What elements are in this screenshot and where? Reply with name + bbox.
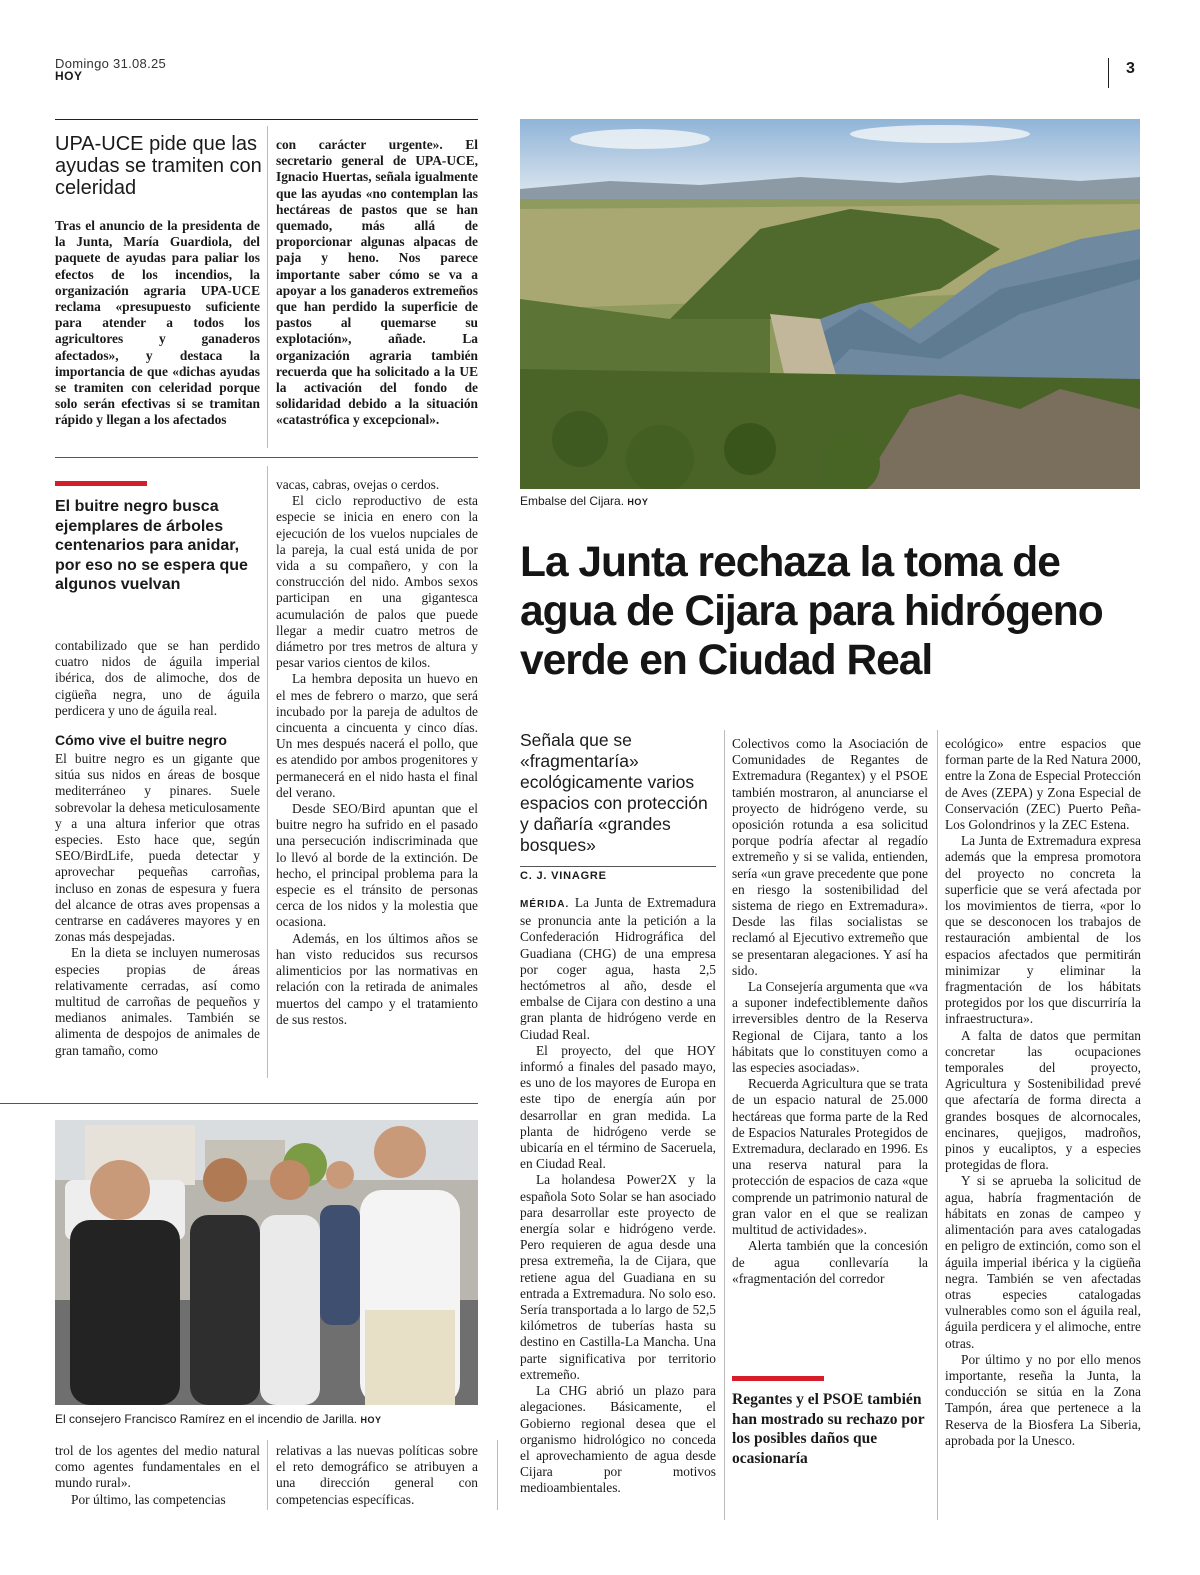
reservoir-landscape-image bbox=[520, 119, 1140, 489]
article-paragraph: ecológico» entre espacios que forman parte de la Red Natura 2000, entre la Zona de Especial Protección de Aves (ZEPA) y Zona Especial de Conservación (ZEC) Puerto Peña-Los Golondrinos y la ZEC Estena. bbox=[945, 736, 1141, 833]
buitre-paragraph: contabilizado que se han perdido cuatro nidos de águila imperial ibérica, dos de alimoche, dos de cigüeña negra, uno de águila perdicera y uno de águila real. bbox=[55, 638, 260, 718]
buitre-paragraph: Desde SEO/Bird apuntan que el buitre negro ha sufrido en el pasado una persecución indiscriminada que lo llevó al borde de la extinción. De hecho, el principal problema para la especie es el tránsito de personas cerca de los nidos y la molestia que ocasiona. bbox=[276, 801, 478, 930]
column-divider bbox=[267, 126, 268, 448]
article-lead-text: La Junta de Extremadura se pronuncia ante la petición a la Confederación Hidrográfica del Guadiana (CHG) de una empresa por coger agua, hasta 2,5 hectómetros al año, desde el embalse de Cijara con destino a una gran planta de hidrógeno verde en Ciudad Real. bbox=[520, 895, 716, 1042]
article-paragraph: La Junta de Extremadura expresa además que la empresa promotora del proyecto no concreta la superficie que se verá afectada por los movimientos de tierra, «por lo que se desconocen los trabajos de restauración ambiental de los espacios afectados que permitirán minimizar y eliminar la fragmentación de los hábitats protegidos por los que discurriría la infraestructura». bbox=[945, 833, 1141, 1027]
buitre-paragraph: En la dieta se incluyen numerosas especies propias de áreas relativamente cerradas, así como multitud de carroñas de pequeños y medianos animales. También se alimenta de despojos de animales de gran tamaño, como bbox=[55, 945, 260, 1058]
upa-column-1 bbox=[55, 218, 260, 429]
upa-paragraph: Tras el anuncio de la presidenta de la Junta, María Guardiola, del paquete de ayudas para paliar los efectos de los incendios, la organización agraria UPA-UCE reclama «presupuesto suficiente para atender a todos los agricultores y ganaderos afectados», y destaca la importancia de que «dichas ayudas se tramiten con celeridad porque solo serán efectivas si se tramitan rápido y llegan a los afectados bbox=[55, 218, 260, 428]
people-group-image bbox=[55, 1120, 478, 1405]
section-rule bbox=[55, 457, 478, 458]
article-deck: Señala que se «fragmentaría» ecológicamente varios espacios con protección y dañaría «grandes bosques» bbox=[520, 730, 708, 855]
buitre-paragraph: El ciclo reproductivo de esta especie se inicia en enero con la ejecución de los vuelos nupciales de la pareja, la cual está unida de por vida a su compañero, y con la construcción del nido. Ambos sexos participan en una gigantesca acumulación de palos que puede llegar a medir cuatro metros de diámetro por tres metros de altura y pesar varios cientos de kilos. bbox=[276, 493, 478, 671]
article-paragraph: Alerta también que la concesión de agua conllevaría la «fragmentación del corredor bbox=[732, 1238, 928, 1286]
column-divider bbox=[497, 1440, 498, 1510]
article-pull-quote: Regantes y el PSOE también han mostrado su rechazo por los posibles daños que ocasionaría bbox=[732, 1391, 925, 1467]
buitre-column-1-intro bbox=[55, 638, 260, 719]
article-column-3 bbox=[945, 736, 1141, 1449]
buitre-paragraph: El buitre negro es un gigante que sitúa sus nidos en áreas de bosque mediterráneo y pinares. Suele sobrevolar la dehesa meticulosamente y a una altura inferior que otras especies. Esto hace que, según SEO/BirdLife, pueda detectar y aprovechar pequeñas carroñas, incluso en zonas de espesura y fuera del alcance de otras aves propensas a centrarse en cadáveres mayores y en zonas más despejadas. bbox=[55, 751, 260, 945]
column-divider bbox=[267, 466, 268, 1078]
dateline: MÉRIDA. bbox=[520, 899, 570, 910]
article-paragraph bbox=[520, 895, 716, 1043]
page-number: 3 bbox=[1126, 60, 1135, 77]
article-paragraph: Recuerda Agricultura que se trata de un espacio natural de 25.000 hectáreas que forma parte de la Red de Espacios Naturales Protegidos de Extremadura, declarado en 1996. Es una reserva natural para la protección de espacios de caza «que comprende un patrimonio natural de gran valor en el que se realizan multitud de actividades». bbox=[732, 1076, 928, 1238]
buitre-subhead: Cómo vive el buitre negro bbox=[55, 732, 227, 748]
header-divider bbox=[1108, 58, 1109, 88]
top-rule bbox=[55, 119, 478, 120]
article-column-2 bbox=[732, 736, 928, 1287]
buitre-pull-quote: El buitre negro busca ejemplares de árboles centenarios para anidar, por eso no se espera que algunos vuelvan bbox=[55, 498, 248, 593]
continuation-paragraph: relativas a las nuevas políticas sobre el reto demográfico se atribuyen a una dirección general con competencias específicas. bbox=[276, 1443, 478, 1507]
continuation-paragraph: trol de los agentes del medio natural como agentes fundamentales en el mundo rural». bbox=[55, 1443, 260, 1491]
upa-column-2 bbox=[276, 137, 478, 429]
reservoir-photo-caption bbox=[520, 494, 648, 508]
caption-text: El consejero Francisco Ramírez en el incendio de Jarilla. bbox=[55, 1412, 358, 1426]
article-paragraph: A falta de datos que permitan concretar las ocupaciones temporales del proyecto, Agricultura y Sostenibilidad prevé que afectaría de forma directa a grandes bosques de alcornocales, encinares, quejigos, madroños, pinos y eucaliptos, y a especies protegidas de flora. bbox=[945, 1027, 1141, 1173]
publication-name: HOY bbox=[55, 69, 83, 83]
buitre-paragraph: La hembra deposita un huevo en el mes de febrero o marzo, que será incubado por la pareja de adultos de cincuenta a cincuenta y cinco días. Un mes después nacerá el pollo, que es atendido por ambos progenitores y permanecerá en el nido hasta el final del verano. bbox=[276, 671, 478, 800]
upa-paragraph: con carácter urgente». El secretario general de UPA-UCE, Ignacio Huertas, señala igualmente que las ayudas «no contemplan las hectáreas de pastos que se han quemado, más allá de proporcionar algunas alpacas de paja y heno. Nos parece importante saber cómo se va a apoyar a los ganaderos extremeños que han perdido la superficie de pastos al quemarse su explotación», añade. La organización agraria también recuerda que ha solicitado a la UE la activación del fondo de solidaridad debido a la situación «catastrófica y excepcional». bbox=[276, 137, 478, 428]
continuation-paragraph: Por último, las competencias bbox=[71, 1491, 226, 1507]
article-paragraph: Y si se aprueba la solicitud de agua, habría fragmentación de hábitats en zonas de campeo y alimentación para aves catalogadas en peligro de extinción, como son el águila imperial ibérica y la cigüeña negra. También se ven afectadas otras especies catalogadas vulnerables como son el águila real, águila perdicera y el alimoche, entre otras. bbox=[945, 1173, 1141, 1351]
article-paragraph: La holandesa Power2X y la española Soto Solar se han asociado para desarrollar este proyecto de energía solar e hidrógeno verde. Pero requieren de agua desde una presa extremeña, la de Cijara, que retiene agua del Guadiana en su entrada a Extremadura. No solo eso. Sería transportada a lo largo de 52,5 kilómetros de tuberías hasta su destino en Castilla-La Mancha. Una parte significativa por territorio extremeño. bbox=[520, 1172, 716, 1382]
article-paragraph: El proyecto, del que HOY informó a finales del pasado mayo, es uno de los mayores de Europa en este tipo de energía aún por desarrollar en gran medida. La planta de hidrógeno verde se ubicaría en el término de Saceruela, en Ciudad Real. bbox=[520, 1042, 716, 1172]
upa-headline: UPA-UCE pide que las ayudas se tramiten con celeridad bbox=[55, 133, 262, 199]
pull-quote-accent-bar bbox=[55, 481, 147, 486]
article-paragraph: La Consejería argumenta que «va a suponer indefectiblemente daños irreversibles dentro de la Reserva Regional de Cijara, tanto a los hábitats que lo constituyen como a las especies asociadas». bbox=[732, 979, 928, 1076]
issue-date: Domingo 31.08.25 bbox=[55, 56, 167, 71]
photo-credit: HOY bbox=[627, 497, 649, 507]
section-rule bbox=[0, 1103, 478, 1104]
buitre-column-2 bbox=[276, 477, 478, 1028]
column-divider bbox=[937, 730, 938, 1520]
column-divider bbox=[724, 730, 725, 1520]
buitre-column-1 bbox=[55, 751, 260, 1059]
caption-text: Embalse del Cijara. bbox=[520, 494, 625, 508]
article-byline: C. J. VINAGRE bbox=[520, 870, 607, 882]
councillor-photo-caption bbox=[55, 1412, 382, 1426]
article-column-1 bbox=[520, 895, 716, 1497]
main-headline: La Junta rechaza la toma de agua de Cijara para hidrógeno verde en Ciudad Real bbox=[520, 539, 1103, 684]
buitre-paragraph: vacas, cabras, ovejas o cerdos. bbox=[276, 477, 440, 492]
pull-quote-accent-bar bbox=[732, 1376, 824, 1381]
article-paragraph: Por último y no por ello menos importante, reseña la Junta, la conducción se sitúa en la Zona Tampón, área que pertenece a la Reserva de la Biosfera La Siberia, aprobada por la Unesco. bbox=[945, 1351, 1141, 1448]
continuation-column-2 bbox=[276, 1443, 478, 1508]
photo-credit: HOY bbox=[360, 1415, 382, 1425]
reservoir-photo bbox=[520, 119, 1140, 489]
byline-rule bbox=[520, 866, 716, 867]
article-paragraph: Colectivos como la Asociación de Comunidades de Regantes de Extremadura (Regantex) y el PSOE también mostraron, al anunciarse el proyecto de hidrógeno verde, su oposición rotunda a esa solicitud porque podría afectar al regadío extremeño y si se valida, entienden, sería «un grave precedente que pone en riesgo la sostenibilidad del sistema de riego en Extremadura». Desde las filas socialistas se reclamó al Ejecutivo extremeño que se presentaran alegaciones. Y así ha sido. bbox=[732, 736, 928, 978]
continuation-column-1 bbox=[55, 1443, 260, 1508]
councillor-photo bbox=[55, 1120, 478, 1405]
article-paragraph: La CHG abrió un plazo para alegaciones. Básicamente, el Gobierno regional desea que el organismo hidrológico no conceda el aprovechamiento de agua desde Cijara por motivos medioambientales. bbox=[520, 1383, 716, 1496]
buitre-paragraph: Además, en los últimos años se han visto reducidos sus recursos alimenticios por las normativas en relación con la retirada de animales muertos del campo y el tratamiento de sus restos. bbox=[276, 930, 478, 1027]
column-divider bbox=[267, 1440, 268, 1510]
